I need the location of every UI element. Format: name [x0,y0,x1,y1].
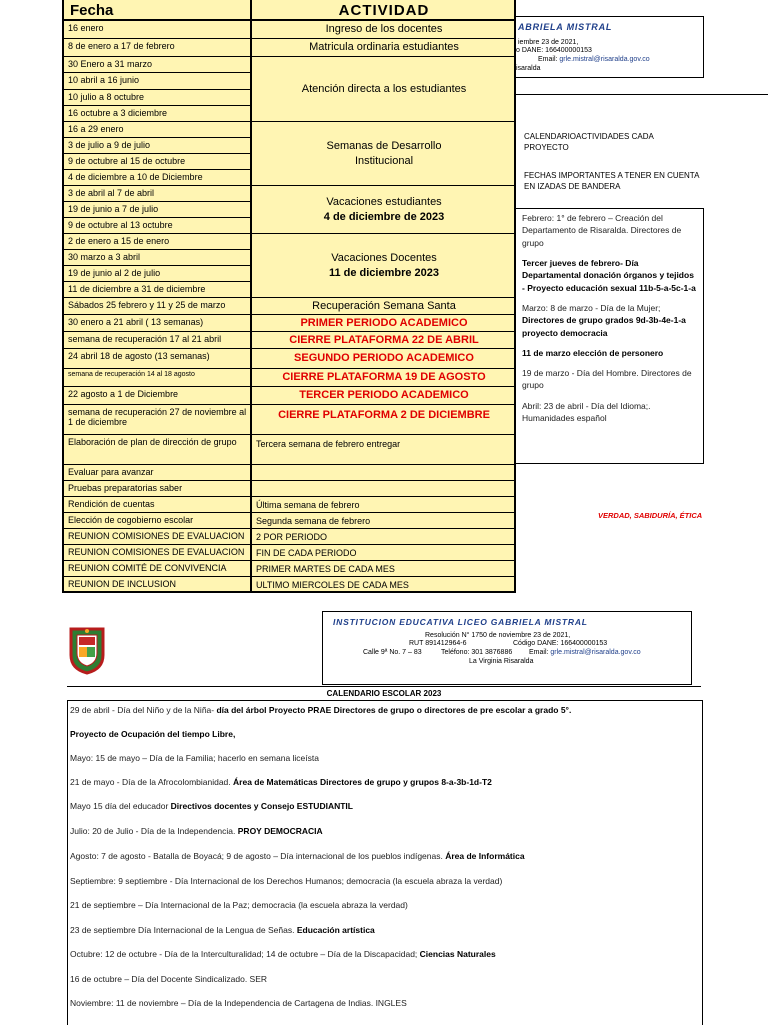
city-partial: isaralda [516,65,541,72]
row-text: 23 de septiembre Día Internacional de la Lengua de Señas. [70,925,297,935]
date-cell: semana de recuperación 27 de noviembre al 1 de diciembre [64,405,251,435]
institution-header [322,611,692,685]
address: Calle 9ª No. 7 – 83 [363,649,422,656]
school-calendar-row [70,998,407,1008]
phone: Teléfono: 301 3876886 [441,649,513,656]
school-calendar-title: CALENDARIO ESCOLAR 2023 [326,689,442,698]
date-cell: 30 Enero a 31 marzo [64,57,251,73]
row-text: 16 de octubre – Día del Docente Sindicalizado. SER [70,974,268,984]
row-text: Octubre: 12 de octubre - Día de la Interculturalidad; 14 de octubre – Día de la Discapacidad; [70,949,420,959]
school-calendar-box [67,700,703,1025]
row-highlight: PROY DEMOCRACIA [237,826,323,836]
activity-desarrollo-line2: Institucional [354,154,414,167]
actividad-header: ACTIVIDAD [252,0,516,21]
divider-line [516,94,768,95]
row-text: Julio: 20 de Julio - Día de la Independencia. [70,826,238,836]
important-dates-box [516,208,704,464]
school-calendar-row [70,777,492,787]
date-cell: Sábados 25 febrero y 11 y 25 de marzo [64,298,251,315]
resolution-partial: iembre 23 de 2021, [518,39,579,46]
school-calendar-row [70,949,496,959]
date-cell: 16 a 29 enero [64,122,251,138]
date-cell: REUNION COMISIONES DE EVALUACION [64,545,251,561]
school-calendar-row [70,900,408,910]
date-cell: semana de recuperación 14 al 18 agosto [64,369,251,387]
institution-name-partial: ABRIELA MISTRAL [518,22,613,32]
date-cell: 8 de enero a 17 de febrero [64,39,251,57]
city: La Virginia Risaralda [469,658,534,665]
date-cell: 30 marzo a 3 abril [64,250,251,266]
date-cell: semana de recuperación 17 al 21 abril [64,332,251,349]
date-cell: Rendición de cuentas [64,497,251,513]
activity-fin-periodo: FIN DE CADA PERIODO [252,545,516,561]
activity-vac-est-line2: 4 de diciembre de 2023 [323,210,445,223]
date-cell: 10 julio a 8 octubre [64,90,251,106]
resolution: Resolución N° 1750 de noviembre 23 de 2021, [425,632,571,639]
institution-email-label: Email: [529,649,549,656]
row-highlight: día del árbol Proyecto PRAE Directores de grupo o directores de pre escolar a grado 5°. [216,705,572,715]
activity-vac-est-line1: Vacaciones estudiantes [326,195,442,208]
row-text: Mayo: 15 de mayo – Día de la Familia; hacerlo en semana liceísta [70,753,319,763]
activity-ingreso: Ingreso de los docentes [252,21,516,39]
school-calendar-row [70,705,571,715]
date-cell: 9 de octubre al 13 octubre [64,218,251,234]
activity-ultima-semana: Última semana de febrero [252,497,516,513]
date-cell: 22 agosto a 1 de Diciembre [64,387,251,405]
mar-women-note: Marzo: 8 de marzo - Día de la Mujer; [522,302,661,313]
school-calendar-row [70,826,323,836]
row-text: 21 de mayo - Día de la Afrocolombianidad. [70,777,234,787]
activity-vacaciones-docentes [252,234,516,298]
institution-name: INSTITUCION EDUCATIVA LICEO GABRIELA MISTRAL [333,617,588,627]
activity-vac-doc-line2: 11 de diciembre 2023 [328,266,440,279]
activity-tercera-semana: Tercera semana de febrero entregar [252,435,516,465]
activity-cierre-abril: CIERRE PLATAFORMA 22 DE ABRIL [252,332,516,349]
date-cell: 30 enero a 21 abril ( 13 semanas) [64,315,251,332]
date-cell: 4 de diciembre a 10 de Diciembre [64,170,251,186]
date-cell: Evaluar para avanzar [64,465,251,481]
activity-empty-1 [252,465,516,481]
school-calendar-row [70,729,235,739]
activity-cierre-agosto: CIERRE PLATAFORMA 19 DE AGOSTO [252,369,516,387]
school-calendar-row [70,801,353,811]
date-cell: 3 de julio a 9 de julio [64,138,251,154]
row-text: Septiembre: 9 septiembre - Día Internacional de los Derechos Humanos; democracia (la escuela abraza la verdad) [70,876,503,886]
activity-matricula: Matricula ordinaria estudiantes [252,39,516,57]
school-calendar-row [70,925,375,935]
personero-note: 11 de marzo elección de personero [522,347,664,358]
email-link[interactable]: grle.mistral@risaralda.gov.co [559,56,650,63]
date-cell: REUNION COMISIONES DE EVALUACION [64,529,251,545]
date-cell: 3 de abril al 7 de abril [64,186,251,202]
fecha-header: Fecha [64,0,251,21]
row-highlight: Directivos docentes y Consejo ESTUDIANTIL [170,801,353,811]
row-text: 29 de abril - Día del Niño y de la Niña- [70,705,217,715]
activity-tercer-periodo: TERCER PERIODO ACADEMICO [252,387,516,405]
email-label: Email: [538,56,558,63]
date-cell: 19 de junio a 7 de julio [64,202,251,218]
rut: RUT 891412964-6 [409,640,467,647]
institution-email [529,648,641,657]
date-cell: REUNION DE INCLUSION [68,579,177,589]
institution-header-partial [516,16,704,78]
activity-segundo-periodo: SEGUNDO PERIODO ACADEMICO [252,349,516,369]
row-highlight: Área de Informática [445,851,525,861]
feb-note: Febrero: 1° de febrero – Creación del Departamento de Risaralda. Directores de grupo [522,213,682,248]
date-cell: Pruebas preparatorias saber [64,481,251,497]
activity-vac-doc-line1: Vacaciones Docentes [331,251,437,264]
date-cell: 10 abril a 16 junio [64,73,251,90]
row-highlight: Ciencias Naturales [419,949,496,959]
date-cell: 24 abril 18 de agosto (13 semanas) [64,349,251,369]
date-cell: 16 octubre a 3 diciembre [64,106,251,122]
mar-democracy-note: Directores de grupo grados 9d-3b-4e-1-a proyecto democracia [522,315,686,338]
activity-recuperacion: Recuperación Semana Santa [252,298,516,315]
calendar-top-divider [67,686,701,687]
mar-men-note: 19 de marzo - Día del Hombre. Directores de grupo [522,368,692,391]
activity-primer-periodo: PRIMER PERIODO ACADEMICO [252,315,516,332]
date-cell: 16 enero [64,21,251,39]
activity-atencion: Atención directa a los estudiantes [252,57,516,122]
activity-primer-martes: PRIMER MARTES DE CADA MES [252,561,516,577]
school-calendar-row [70,851,525,861]
activity-desarrollo [252,122,516,186]
date-cell: Elección de cogobierno escolar [64,513,251,529]
activity-vacaciones-estudiantes [252,186,516,234]
row-text: Agosto: 7 de agosto - Batalla de Boyacá; 9 de agosto – Día internacional de los pueblos indígenas. [70,851,446,861]
row-highlight: Área de Matemáticas Directores de grupo y grupos 8-a-3b-1d-T2 [233,777,492,787]
row-text: Noviembre: 11 de noviembre – Día de la Independencia de Cartagena de Indias. INGLES [70,998,407,1008]
row-highlight: Educación artística [296,925,375,935]
apr-language-note: Abril: 23 de abril - Día del Idioma;. Humanidades español [522,400,651,424]
important-dates-note: FECHAS IMPORTANTES A TENER EN CUENTA EN IZADAS DE BANDERA [524,171,699,191]
date-cell: 11 de diciembre a 31 de diciembre [64,282,251,298]
row-text: 21 de septiembre – Día Internacional de la Paz; democracia (la escuela abraza la verdad) [70,900,408,910]
calendar-table [62,0,516,593]
motto: VERDAD, SABIDURÍA, ÉTICA [598,511,703,520]
activity-desarrollo-line1: Semanas de Desarrollo [326,139,442,152]
row-highlight: Proyecto de Ocupación del tiempo Libre, [70,729,236,739]
date-cell: 2 de enero a 15 de enero [64,234,251,250]
activity-ultimo-miercoles: ULTIMO MIERCOLES DE CADA MES [256,580,409,590]
activity-empty-2 [252,481,516,497]
institution-email-link[interactable]: grle.mistral@risaralda.gov.co [550,649,641,656]
activity-2-por-periodo: 2 POR PERIODO [252,529,516,545]
school-crest-icon [67,625,107,675]
school-calendar-row [70,876,502,886]
activity-segunda-semana: Segunda semana de febrero [252,513,516,529]
date-cell: 9 de octubre al 15 de octubre [64,154,251,170]
date-cell: Elaboración de plan de dirección de grupo [64,435,251,465]
date-cell: REUNION COMITÉ DE CONVIVENCIA [64,561,251,577]
email-partial [538,55,650,64]
dane-code: Código DANE: 166400000153 [513,640,608,647]
feb-organ-note: Tercer jueves de febrero- Día Departamental donación órganos y tejidos - Proyecto educación sexual 11b-5-a-5c-1-a [522,257,696,293]
date-cell: 19 de junio al 2 de julio [64,266,251,282]
activity-cierre-diciembre: CIERRE PLATAFORMA 2 DE DICIEMBRE [252,405,516,435]
dane-partial: o DANE: 166400000153 [516,47,592,54]
project-calendar-note: CALENDARIOACTIVIDADES CADA PROYECTO [524,132,654,152]
row-text: Mayo 15 día del educador [70,801,171,811]
school-calendar-row [70,753,319,763]
school-calendar-row [70,974,267,984]
